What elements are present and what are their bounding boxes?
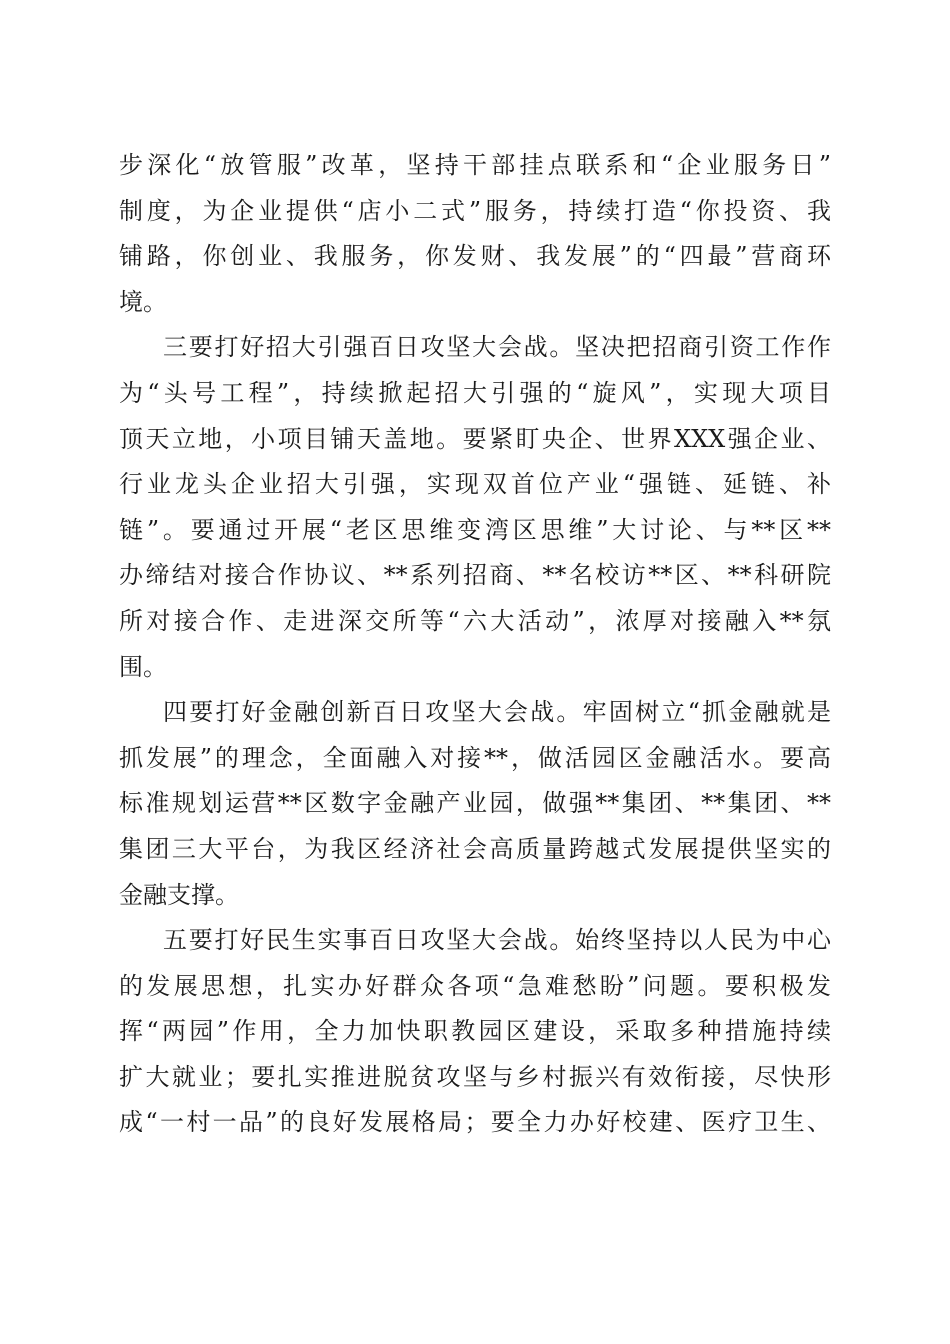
paragraph-heading-line: 四要打好金融创新百日攻坚大会战。牢固树立“抓金融就是 — [163, 698, 831, 727]
text-line: 挥“两园”作用，全力加快职教园区建设，采取多种措施持续 — [119, 1017, 831, 1046]
text-line: 为“头号工程”，持续掀起招大引强的“旋风”，实现大项目 — [119, 378, 831, 407]
document-body — [119, 143, 831, 1146]
text-line: 所对接合作、走进深交所等“六大活动”，浓厚对接融入**氛 — [119, 606, 831, 635]
text-line: 集团三大平台，为我区经济社会高质量跨越式发展提供坚实的 — [119, 834, 831, 863]
text-line: 制度，为企业提供“店小二式”服务，持续打造“你投资、我 — [119, 196, 831, 225]
text-line: 链”。要通过开展“老区思维变湾区思维”大讨论、与**区** — [119, 515, 831, 544]
text-line: 境。 — [119, 287, 167, 316]
text-line: 铺路，你创业、我服务，你发财、我发展”的“四最”营商环 — [119, 242, 831, 271]
paragraph-heading-line: 五要打好民生实事百日攻坚大会战。始终坚持以人民为中心 — [163, 926, 831, 955]
text-line: 标准规划运营**区数字金融产业园，做强**集团、**集团、** — [119, 789, 831, 818]
text-line: 抓发展”的理念，全面融入对接**，做活园区金融活水。要高 — [119, 743, 831, 772]
text-line: 顶天立地，小项目铺天盖地。要紧盯央企、世界XXX强企业、 — [119, 424, 831, 453]
text-line: 办缔结对接合作协议、**系列招商、**名校访**区、**科研院 — [119, 561, 831, 590]
text-line: 行业龙头企业招大引强，实现双首位产业“强链、延链、补 — [119, 470, 831, 499]
text-line: 金融支撑。 — [119, 880, 239, 909]
text-line: 步深化“放管服”改革，坚持干部挂点联系和“企业服务日” — [119, 151, 831, 179]
text-line: 扩大就业；要扎实推进脱贫攻坚与乡村振兴有效衔接，尽快形 — [119, 1062, 831, 1091]
text-line: 的发展思想，扎实办好群众各项“急难愁盼”问题。要积极发 — [119, 971, 831, 1000]
paragraph-heading-line: 三要打好招大引强百日攻坚大会战。坚决把招商引资工作作 — [163, 333, 831, 362]
text-line: 围。 — [119, 652, 167, 681]
text-line: 成“一村一品”的良好发展格局；要全力办好校建、医疗卫生、 — [119, 1108, 831, 1137]
